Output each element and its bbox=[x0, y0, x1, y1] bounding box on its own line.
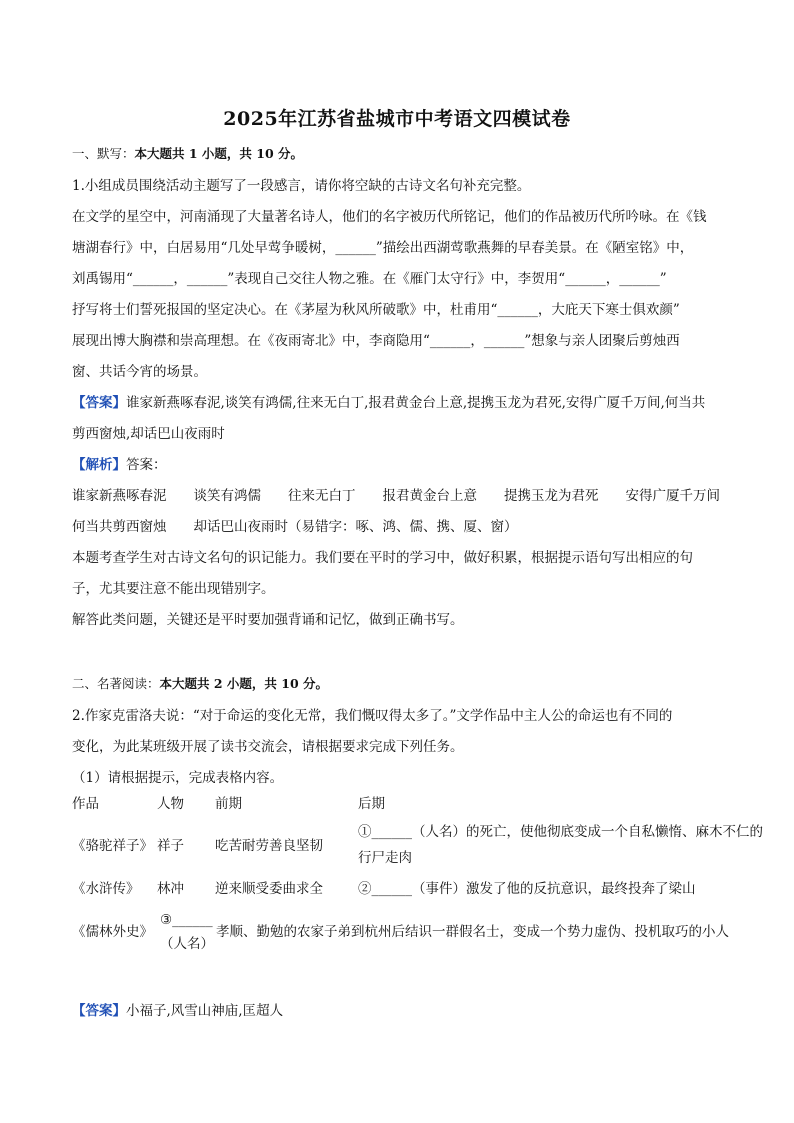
q1-line-1: 在文学的星空中，河南涌现了大量著名诗人，他们的名字被历代所铭记，他们的作品被历代所吟咏。在《钱 bbox=[72, 209, 707, 225]
cell-work: 《骆驼祥子》 bbox=[72, 838, 153, 854]
analysis-label: 【解析】 bbox=[72, 457, 126, 473]
cell-work: 《水浒传》 bbox=[72, 881, 140, 897]
cell-early: 吃苦耐劳善良坚韧 bbox=[215, 838, 323, 854]
q1-line-0: 1.小组成员围绕活动主题写了一段感言，请你将空缺的古诗文名句补充完整。 bbox=[72, 178, 531, 194]
q1-analysis-heading bbox=[72, 455, 167, 475]
answer-label: 【答案】 bbox=[72, 395, 126, 411]
answer-label: 【答案】 bbox=[72, 1003, 126, 1019]
cell-person-line-0: ③______ bbox=[160, 912, 213, 928]
q2-line-0: 2.作家克雷洛夫说：“对于命运的变化无常，我们慨叹得太多了。”文学作品中主人公的命运也有不同的 bbox=[72, 708, 673, 724]
section2-prefix: 二、名著阅读： bbox=[72, 676, 160, 691]
table-header-late: 后期 bbox=[358, 796, 385, 812]
q1-analysis-line-2: 本题考查学生对古诗文名句的识记能力。我们要在平时的学习中，做好积累，根据提示语句写出相应的句 bbox=[72, 550, 693, 566]
cell-late-line-1: 行尸走肉 bbox=[358, 850, 412, 866]
q1-answer bbox=[72, 393, 705, 413]
q1-line-6: 窗、共话今宵的场景。 bbox=[72, 364, 207, 380]
q1-answer-line-0: 谁家新燕啄春泥,谈笑有鸿儒,往来无白丁,报君黄金台上意,提携玉龙为君死,安得广厦千万间,何当共 bbox=[126, 395, 706, 411]
cell-late-line-0: ①______（人名）的死亡，使他彻底变成一个自私懒惰、麻木不仁的 bbox=[358, 824, 763, 840]
cell-late-line-0: 孝顺、勤勉的农家子弟到杭州后结识一群假名士，变成一个势力虚伪、投机取巧的小人 bbox=[216, 924, 729, 940]
q1-answer-line-1: 剪西窗烛,却话巴山夜雨时 bbox=[72, 426, 225, 442]
q1-analysis-line-4: 解答此类问题，关键还是平时要加强背诵和记忆，做到正确书写。 bbox=[72, 612, 464, 628]
q1-line-3: 刘禹锡用“______，______”表现自己交往人物之雅。在《雁门太守行》中，李贺用“______，______” bbox=[72, 271, 667, 287]
section1-prefix: 一、默写： bbox=[72, 146, 135, 161]
q1-line-5: 展现出博大胸襟和崇高理想。在《夜雨寄北》中，李商隐用“______，______”想象与亲人团聚后剪烛西 bbox=[72, 333, 680, 349]
table-header-person: 人物 bbox=[157, 796, 184, 812]
cell-late-line-0: ②______（事件）激发了他的反抗意识，最终投奔了梁山 bbox=[358, 881, 696, 897]
section2-bold: 本大题共 2 小题，共 10 分。 bbox=[159, 676, 329, 691]
q1-analysis-line-1: 何当共剪西窗烛 却话巴山夜雨时（易错字：啄、鸿、儒、携、厦、窗） bbox=[72, 519, 518, 535]
section1-heading bbox=[72, 144, 303, 164]
cell-person: 祥子 bbox=[157, 838, 184, 854]
cell-person: 林冲 bbox=[157, 881, 184, 897]
q1-line-4: 抒写将士们誓死报国的坚定决心。在《茅屋为秋风所破歌》中，杜甫用“______，大庇天下寒士俱欢颜” bbox=[72, 302, 680, 318]
cell-work: 《儒林外史》 bbox=[72, 924, 153, 940]
section2-heading bbox=[72, 674, 328, 694]
page-title: 2025年江苏省盐城市中考语文四模试卷 bbox=[223, 108, 571, 130]
cell-early: 逆来顺受委曲求全 bbox=[215, 881, 323, 897]
q2-line-2: （1）请根据提示，完成表格内容。 bbox=[72, 770, 284, 786]
q2-line-1: 变化，为此某班级开展了读书交流会，请根据要求完成下列任务。 bbox=[72, 739, 464, 755]
table-header-early: 前期 bbox=[215, 796, 242, 812]
table-header-work: 作品 bbox=[72, 796, 99, 812]
analysis-after: 答案： bbox=[126, 457, 167, 473]
q2-answer-text: 小福子,风雪山神庙,匡超人 bbox=[126, 1003, 284, 1019]
q1-analysis-line-0: 谁家新燕啄春泥 谈笑有鸿儒 往来无白丁 报君黄金台上意 提携玉龙为君死 安得广厦千万间 bbox=[72, 488, 720, 504]
cell-person-line-1: （人名） bbox=[160, 936, 214, 952]
q2-answer bbox=[72, 1001, 283, 1021]
q1-analysis-line-3: 子，尤其要注意不能出现错别字。 bbox=[72, 581, 275, 597]
q1-line-2: 塘湖春行》中，白居易用“几处早莺争暖树，______”描绘出西湖莺歌燕舞的早春美景。在《陋室铭》中， bbox=[72, 240, 694, 256]
section1-bold: 本大题共 1 小题，共 10 分。 bbox=[134, 146, 304, 161]
